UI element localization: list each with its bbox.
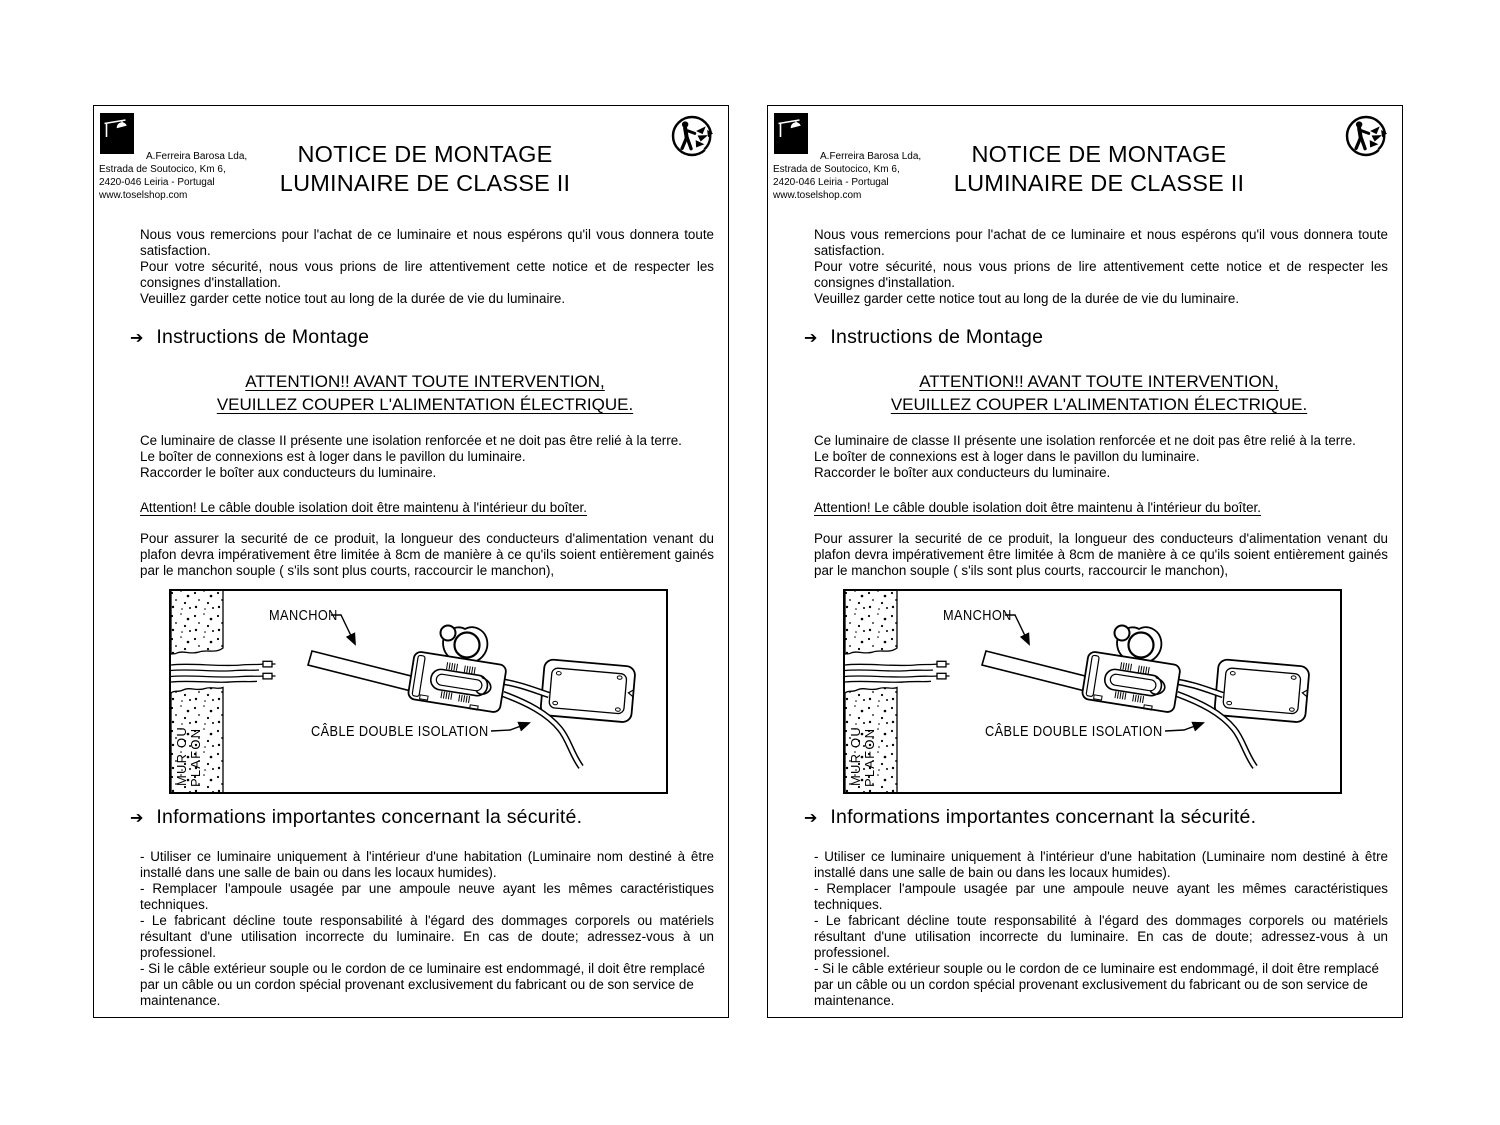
svg-text:MANCHON: MANCHON <box>269 605 338 624</box>
class2-line1: Ce luminaire de classe II présente une isolation renforcée et ne doit pas être relié à la terre. <box>140 433 682 448</box>
page-title <box>94 137 728 198</box>
class2-line1: Ce luminaire de classe II présente une isolation renforcée et ne doit pas être relié à la terre. <box>814 433 1356 448</box>
section2-heading-row <box>130 806 582 829</box>
attention-note: Attention! Le câble double isolation doit être maintenu à l'intérieur du boîter. <box>140 500 587 515</box>
warning-block <box>94 370 728 416</box>
safety-bullet-2: - Remplacer l'ampoule usagée par une ampoule neuve ayant les mêmes caractéristiques techniques. <box>814 881 1388 912</box>
box-cover <box>1214 659 1310 723</box>
class2-line3: Raccorder le boîter aux conducteurs du luminaire. <box>140 465 437 480</box>
safety-bullet-1: - Utiliser ce luminaire uniquement à l'intérieur d'une habitation (Luminaire nom destiné à être installé dans une salle de bain ou dans les locaux humides). <box>814 849 1388 880</box>
title-line1: NOTICE DE MONTAGE <box>297 141 553 167</box>
section2-heading-row <box>804 806 1256 829</box>
section1-heading-row <box>130 326 369 349</box>
intro-para-3: Veuillez garder cette notice tout au long de la durée de vie du luminaire. <box>814 291 1240 306</box>
arrow-icon: ➔ <box>804 810 818 827</box>
box-cover <box>540 659 636 723</box>
company-name: A.Ferreira Barosa Lda, <box>146 151 248 162</box>
lamp-icon <box>105 120 127 137</box>
safety-bullet-1: - Utiliser ce luminaire uniquement à l'intérieur d'une habitation (Luminaire nom destiné à être installé dans une salle de bain ou dans les locaux humides). <box>140 849 714 880</box>
intro-para-3: Veuillez garder cette notice tout au long de la durée de vie du luminaire. <box>140 291 566 306</box>
manchon-label <box>269 606 355 644</box>
manchon-sleeve <box>982 651 1093 692</box>
arrow-icon: ➔ <box>804 330 818 347</box>
intro-para-2: Pour votre sécurité, nous vous prions de lire attentivement cette notice et de respecter les consignes d'installation. <box>140 259 714 290</box>
connection-box <box>407 651 506 713</box>
class2-line3: Raccorder le boîter aux conducteurs du luminaire. <box>814 465 1111 480</box>
notice-page-1 <box>93 105 729 1018</box>
cable-leader-arrow <box>1165 723 1203 731</box>
warning-line1: ATTENTION!! AVANT TOUTE INTERVENTION, <box>919 372 1279 391</box>
class2-paragraph <box>140 433 714 481</box>
warning-block <box>768 370 1402 416</box>
conductor-length-paragraph: Pour assurer la securité de ce produit, la longueur des conducteurs d'alimentation venant du plafon devra impérativement être limitée à 8cm de manière à ce qu'ils soient entièrement gainés par le manchon souple ( s'ils sont plus courts, raccourcir le manchon), <box>814 531 1388 578</box>
company-website: www.toselshop.com <box>99 190 188 201</box>
intro-para-1: Nous vous remercions pour l'achat de ce luminaire et nous espérons qu'il vous donnera toute satisfaction. <box>140 227 714 258</box>
brand-name: Tosel <box>778 137 805 150</box>
conductor-length-paragraph: Pour assurer la securité de ce produit, la longueur des conducteurs d'alimentation venant du plafon devra impérativement être limitée à 8cm de manière à ce qu'ils soient entièrement gainés par le manchon souple ( s'ils sont plus courts, raccourcir le manchon), <box>140 531 714 578</box>
intro-text <box>140 227 714 307</box>
safety-bullets <box>814 849 1388 1009</box>
lamp-icon <box>779 120 801 137</box>
title-line2: LUMINAIRE DE CLASSE II <box>279 170 571 196</box>
intro-para-2: Pour votre sécurité, nous vous prions de lire attentivement cette notice et de respecter les consignes d'installation. <box>814 259 1388 290</box>
safety-bullets <box>140 849 714 1009</box>
cable-label <box>985 722 1203 739</box>
safety-bullet-2: - Remplacer l'ampoule usagée par une ampoule neuve ayant les mêmes caractéristiques techniques. <box>140 881 714 912</box>
triman-recycling-icon <box>670 114 714 158</box>
page-title <box>768 137 1402 198</box>
svg-text:CÂBLE DOUBLE ISOLATION: CÂBLE DOUBLE ISOLATION <box>985 721 1163 740</box>
person-figure <box>682 121 695 148</box>
address-street: Estrada de Soutocico, Km 6, <box>99 164 226 175</box>
section1-heading: Instructions de Montage <box>156 326 370 348</box>
safety-bullet-4: - Si le câble extérieur souple ou le cordon de ce luminaire est endommagé, il doit être remplacé par un câble ou un cordon spécial provenant exclusivement du fabricant ou de son service de maintenance. <box>140 961 705 1008</box>
attention-note: Attention! Le câble double isolation doit être maintenu à l'intérieur du boîter. <box>814 500 1261 515</box>
svg-text:CÂBLE DOUBLE ISOLATION: CÂBLE DOUBLE ISOLATION <box>311 721 489 740</box>
title-line2: LUMINAIRE DE CLASSE II <box>953 170 1245 196</box>
notice-page-2 <box>767 105 1403 1018</box>
class2-paragraph <box>814 433 1388 481</box>
title-line1: NOTICE DE MONTAGE <box>971 141 1227 167</box>
safety-bullet-3: - Le fabricant décline toute responsabilité à l'égard des dommages corporels ou matériels résultant d'une utilisation incorrecte du luminaire. En cas de doute; adressez-vous à un professionel. <box>140 913 714 960</box>
wall-label: MUR OU PLAFON <box>174 726 203 787</box>
company-name: A.Ferreira Barosa Lda, <box>820 151 922 162</box>
triman-recycling-icon <box>1344 114 1388 158</box>
address-city: 2420-046 Leiria - Portugal <box>99 177 215 188</box>
address-street: Estrada de Soutocico, Km 6, <box>773 164 900 175</box>
warning-line2: VEUILLEZ COUPER L'ALIMENTATION ÉLECTRIQUE. <box>890 395 1308 414</box>
installation-diagram <box>169 589 668 794</box>
address-city: 2420-046 Leiria - Portugal <box>773 177 889 188</box>
section2-heading: Informations importantes concernant la sécurité. <box>830 806 1257 828</box>
safety-bullet-3: - Le fabricant décline toute responsabilité à l'égard des dommages corporels ou matériels résultant d'une utilisation incorrecte du luminaire. En cas de doute; adressez-vous à un professionel. <box>814 913 1388 960</box>
person-figure <box>1356 121 1369 148</box>
manchon-sleeve <box>308 651 419 692</box>
supply-wires <box>845 661 950 682</box>
class2-line2: Le boîter de connexions est à loger dans le pavillon du luminaire. <box>140 449 526 464</box>
wall-label: MUR OU PLAFON <box>848 726 877 787</box>
manchon-label <box>943 606 1029 644</box>
cable-label <box>311 722 529 739</box>
section1-heading-row <box>804 326 1043 349</box>
connection-box <box>1081 651 1180 713</box>
cable-leader-arrow <box>491 723 529 731</box>
safety-bullet-4: - Si le câble extérieur souple ou le cordon de ce luminaire est endommagé, il doit être remplacé par un câble ou un cordon spécial provenant exclusivement du fabricant ou de son service de maintenance. <box>814 961 1379 1008</box>
arrow-icon: ➔ <box>130 810 144 827</box>
arrow-icon: ➔ <box>130 330 144 347</box>
class2-line2: Le boîter de connexions est à loger dans le pavillon du luminaire. <box>814 449 1200 464</box>
svg-text:MANCHON: MANCHON <box>943 605 1012 624</box>
brand-name: Tosel <box>104 137 131 150</box>
intro-para-1: Nous vous remercions pour l'achat de ce luminaire et nous espérons qu'il vous donnera toute satisfaction. <box>814 227 1388 258</box>
intro-text <box>814 227 1388 307</box>
section2-heading: Informations importantes concernant la sécurité. <box>156 806 583 828</box>
warning-line2: VEUILLEZ COUPER L'ALIMENTATION ÉLECTRIQUE. <box>216 395 634 414</box>
section1-heading: Instructions de Montage <box>830 326 1044 348</box>
installation-diagram <box>843 589 1342 794</box>
supply-wires <box>171 661 276 682</box>
warning-line1: ATTENTION!! AVANT TOUTE INTERVENTION, <box>245 372 605 391</box>
company-website: www.toselshop.com <box>773 190 862 201</box>
